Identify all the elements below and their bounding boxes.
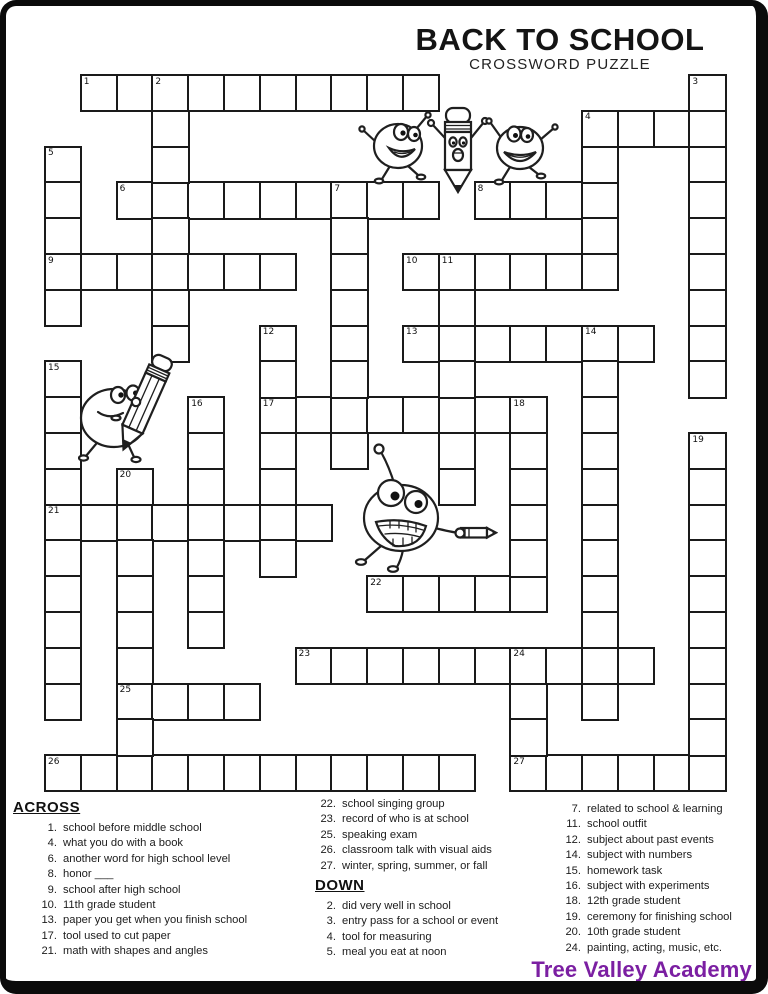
grid-cell [688, 504, 726, 542]
grid-cell [581, 683, 619, 721]
grid-cell [259, 468, 297, 506]
cell-clue-number: 27 [513, 756, 525, 767]
grid-cell [402, 575, 440, 613]
grid-cell [44, 396, 82, 434]
grid-cell [151, 504, 189, 542]
grid-cell [509, 468, 547, 506]
grid-cell [688, 468, 726, 506]
grid-cell [581, 647, 619, 685]
clue-item [14, 883, 247, 898]
grid-cell [187, 611, 225, 649]
grid-cell [223, 754, 261, 792]
clue-item-number: 23. [320, 813, 336, 826]
clue-item [556, 864, 732, 879]
clue-item-number: 4. [326, 930, 336, 943]
grid-cell [545, 754, 583, 792]
jumping-ball-character-right [486, 118, 557, 184]
grid-cell [187, 468, 225, 506]
grid-cell [688, 611, 726, 649]
grid-cell [223, 253, 261, 291]
grid-cell [187, 396, 225, 434]
clue-item-text: school singing group [342, 798, 445, 810]
grid-cell [187, 181, 225, 219]
grid-cell [80, 504, 118, 542]
cell-clue-number: 5 [48, 148, 54, 159]
grid-cell [223, 683, 261, 721]
grid-cell [44, 504, 82, 542]
cell-clue-number: 3 [692, 76, 699, 87]
clue-item-text: another word for high school level [63, 852, 231, 865]
page-subtitle: CROSSWORD PUZZLE [469, 56, 651, 73]
grid-cell [581, 110, 619, 148]
clue-item-number: 14. [565, 849, 581, 862]
grid-cell [259, 360, 297, 398]
page-title: BACK TO SCHOOL [415, 22, 705, 57]
grid-cell [688, 110, 726, 148]
grid-cell [116, 504, 154, 542]
grid-cell [545, 253, 583, 291]
grid-cell [438, 396, 476, 434]
clue-item-number: 24. [565, 941, 581, 954]
clue-item [316, 843, 498, 858]
grid-cell [581, 504, 619, 542]
clue-item-text: winter, spring, summer, or fall [342, 859, 488, 872]
grid-cell [259, 504, 297, 542]
grid-cell [438, 289, 476, 327]
clue-item [316, 828, 498, 843]
clue-item-number: 3. [326, 915, 336, 928]
grid-cell [151, 754, 189, 792]
grid-cell [438, 360, 476, 398]
grid-cell [581, 468, 619, 506]
grid-cell [688, 360, 726, 398]
grid-cell [259, 432, 297, 470]
clue-item [316, 899, 498, 914]
clue-item-text: 11th grade student [63, 899, 156, 912]
clue-item-number: 11. [566, 818, 581, 831]
grid-cell [688, 146, 726, 184]
clue-item-text: tool for measuring [342, 930, 432, 943]
cell-clue-number: 15 [48, 362, 60, 373]
grid-cell [116, 647, 154, 685]
grid-cell [259, 181, 297, 219]
small-pencil [461, 528, 496, 538]
grid-cell [116, 754, 154, 792]
clue-item-number: 21. [41, 945, 57, 958]
grid-cell [688, 575, 726, 613]
grid-cell [474, 647, 512, 685]
grid-cell [617, 325, 655, 363]
cell-clue-number: 9 [48, 255, 54, 266]
clue-item [14, 929, 247, 944]
clue-item-text: record of who is at school [342, 813, 469, 826]
clue-item [556, 941, 732, 956]
grid-cell [688, 74, 726, 112]
clue-item-number: 1. [47, 822, 57, 834]
grid-cell [116, 575, 154, 613]
grid-cell [116, 683, 154, 721]
grid-cell [116, 611, 154, 649]
grid-cell [402, 325, 440, 363]
grid-cell [44, 754, 82, 792]
grid-cell [44, 683, 82, 721]
grid-cell [151, 181, 189, 219]
clue-item-text: school before middle school [63, 822, 202, 834]
grid-cell [330, 253, 368, 291]
grid-cell [151, 217, 189, 255]
clue-column [14, 796, 247, 960]
clue-item-text: 12th grade student [587, 895, 681, 908]
grid-cell [330, 396, 368, 434]
grid-cell [509, 253, 547, 291]
grid-cell [187, 575, 225, 613]
cell-clue-number: 18 [513, 398, 525, 409]
clue-item-number: 22. [320, 798, 336, 810]
clue-column [556, 802, 732, 956]
grid-cell [259, 74, 297, 112]
clue-item-text: meal you eat at noon [342, 946, 447, 959]
grid-cell [688, 289, 726, 327]
clue-item-number: 4. [47, 837, 57, 850]
grid-cell [474, 396, 512, 434]
grid-cell [653, 110, 691, 148]
clue-item-text: what you do with a book [63, 837, 184, 850]
grid-cell [44, 611, 82, 649]
cell-clue-number: 12 [262, 327, 275, 338]
grid-cell [44, 146, 82, 184]
cell-clue-number: 1 [83, 76, 90, 87]
grid-cell [581, 217, 619, 255]
cell-clue-number: 23 [298, 649, 311, 660]
jumping-ball-character-left [359, 112, 430, 183]
grid-cell [402, 647, 440, 685]
grid-cell [116, 539, 154, 577]
grid-cell [688, 683, 726, 721]
grid-cell [259, 396, 297, 434]
grid-cell [80, 253, 118, 291]
grid-cell [688, 325, 726, 363]
clue-item-number: 16. [565, 880, 581, 893]
grid-cell [44, 253, 82, 291]
grid-cell [438, 253, 476, 291]
cell-clue-number: 20 [119, 470, 132, 481]
grid-cell [44, 289, 82, 327]
brand-logo-text: Tree Valley Academy [531, 957, 752, 982]
clue-item-number: 25. [320, 828, 336, 841]
clue-item [556, 802, 732, 817]
clue-item [556, 894, 732, 909]
grid-cell [617, 754, 655, 792]
cell-clue-number: 7 [334, 183, 341, 194]
clue-item [14, 852, 247, 867]
clue-item [556, 925, 732, 940]
grid-cell [116, 468, 154, 506]
pencil-mascot-character [428, 108, 488, 192]
clue-item-text: school outfit [587, 818, 647, 831]
clue-item-number: 18. [565, 895, 581, 908]
grid-cell [44, 181, 82, 219]
grid-cell [617, 110, 655, 148]
grid-cell [581, 360, 619, 398]
clue-item [316, 812, 498, 827]
grid-cell [366, 396, 404, 434]
clue-item [556, 848, 732, 863]
grid-cell [330, 325, 368, 363]
grid-cell [80, 754, 118, 792]
clue-item-number: 8. [47, 868, 57, 881]
clue-item [316, 930, 498, 945]
grid-cell [187, 74, 225, 112]
grid-cell [44, 647, 82, 685]
grid-cell [581, 146, 619, 184]
grid-cell [688, 647, 726, 685]
grid-cell [688, 432, 726, 470]
clue-item-number: 19. [565, 910, 581, 923]
grid-cell [223, 181, 261, 219]
clue-item-text: ceremony for finishing school [587, 910, 732, 923]
clue-item [556, 817, 732, 832]
clue-item [14, 836, 247, 851]
clue-item [556, 910, 732, 925]
grid-cell [187, 539, 225, 577]
cell-clue-number: 21 [48, 506, 60, 517]
grid-cell [688, 217, 726, 255]
clue-item [556, 833, 732, 848]
grid-cell [581, 539, 619, 577]
cell-clue-number: 13 [406, 327, 418, 338]
clue-item-number: 7. [571, 803, 581, 815]
clue-item-number: 20. [565, 926, 581, 939]
grid-cell [581, 432, 619, 470]
grid-cell [474, 253, 512, 291]
grid-cell [688, 253, 726, 291]
cell-clue-number: 6 [119, 183, 126, 194]
grid-cell [581, 396, 619, 434]
clue-item-text: homework task [587, 864, 663, 877]
grid-cell [509, 432, 547, 470]
grid-cell [402, 754, 440, 792]
clue-item-text: tool used to cut paper [63, 929, 171, 942]
clue-item-text: math with shapes and angles [63, 945, 208, 958]
grid-cell [366, 647, 404, 685]
grid-cell [581, 754, 619, 792]
clue-item-text: honor ___ [63, 868, 114, 881]
grid-cell [187, 504, 225, 542]
clue-item-text: related to school & learning [587, 803, 723, 815]
grid-cell [151, 289, 189, 327]
cell-clue-number: 19 [692, 434, 704, 445]
grid-cell [44, 432, 82, 470]
ball-character-holding-big-pencil [78, 350, 188, 470]
clue-column [316, 797, 498, 961]
grid-cell [295, 181, 333, 219]
grid-cell [330, 289, 368, 327]
clue-item-text: school after high school [63, 883, 181, 896]
clue-item-text: painting, acting, music, etc. [587, 941, 722, 954]
grid-cell [617, 647, 655, 685]
clue-item-number: 26. [320, 844, 336, 857]
cell-clue-number: 2 [155, 76, 162, 87]
grid-cell [151, 146, 189, 184]
cell-clue-number: 26 [48, 756, 60, 767]
clue-item [14, 898, 247, 913]
grid-cell [187, 754, 225, 792]
clue-item [14, 944, 247, 959]
grid-cell [509, 683, 547, 721]
grid-cell [438, 754, 476, 792]
clue-item-number: 12. [565, 833, 581, 846]
grid-cell [44, 360, 82, 398]
grid-cell [581, 611, 619, 649]
grid-cell [438, 647, 476, 685]
clue-item-number: 15. [565, 864, 581, 877]
clue-item-text: speaking exam [342, 828, 418, 841]
grid-cell [151, 253, 189, 291]
grid-cell [366, 575, 404, 613]
cell-clue-number: 25 [119, 685, 132, 696]
clue-item-number: 2. [326, 900, 336, 913]
grid-cell [151, 110, 189, 148]
grid-cell [295, 74, 333, 112]
grid-cell [509, 647, 547, 685]
grid-cell [545, 325, 583, 363]
grid-cell [402, 253, 440, 291]
grid-cell [366, 754, 404, 792]
clue-item [14, 867, 247, 882]
grid-cell [151, 74, 189, 112]
grid-cell [44, 539, 82, 577]
clue-item-text: subject with numbers [587, 849, 693, 862]
grid-cell [509, 396, 547, 434]
grid-cell [438, 575, 476, 613]
grid-cell [295, 754, 333, 792]
clue-item [14, 821, 247, 836]
cell-clue-number: 8 [477, 183, 484, 194]
grid-cell [295, 647, 333, 685]
grid-cell [330, 217, 368, 255]
grid-cell [545, 647, 583, 685]
grid-cell [116, 718, 154, 756]
cell-clue-number: 24 [513, 649, 525, 660]
grid-cell [474, 325, 512, 363]
grid-cell [688, 718, 726, 756]
clue-item-text: did very well in school [342, 900, 451, 913]
grid-cell [509, 504, 547, 542]
grid-cell [44, 468, 82, 506]
grid-cell [44, 217, 82, 255]
grid-cell [187, 432, 225, 470]
clue-item-number: 9. [47, 883, 57, 896]
grid-cell [509, 575, 547, 613]
cell-clue-number: 11 [441, 255, 454, 266]
grid-cell [330, 360, 368, 398]
grid-cell [187, 683, 225, 721]
grid-cell [223, 504, 261, 542]
clue-item-number: 27. [320, 859, 336, 872]
clue-item [556, 879, 732, 894]
clue-item-text: entry pass for a school or event [342, 915, 499, 928]
grid-cell [295, 396, 333, 434]
clue-item-number: 6. [47, 852, 57, 865]
clue-item [316, 914, 498, 929]
cell-clue-number: 10 [406, 255, 418, 266]
grid-cell [509, 539, 547, 577]
clue-item-number: 13. [41, 914, 57, 927]
grid-cell [44, 575, 82, 613]
grid-cell [295, 504, 333, 542]
cell-clue-number: 16 [191, 398, 203, 409]
grid-cell [688, 181, 726, 219]
grid-cell [581, 325, 619, 363]
clue-item-number: 17. [41, 929, 57, 942]
cell-clue-number: 14 [585, 327, 597, 338]
clue-item-text: paper you get when you finish school [63, 914, 248, 927]
grid-cell [688, 754, 726, 792]
grid-cell [187, 253, 225, 291]
grid-cell [330, 647, 368, 685]
grid-cell [259, 754, 297, 792]
clue-item-number: 5. [326, 946, 336, 959]
clue-item-number: 10. [41, 899, 57, 912]
clue-item-text: 10th grade student [587, 926, 681, 939]
grid-cell [402, 396, 440, 434]
clue-list-header-down: DOWN [315, 877, 365, 895]
clue-list-header-across: ACROSS [13, 799, 81, 816]
grid-cell [116, 74, 154, 112]
cell-clue-number: 22 [370, 577, 382, 588]
clue-item-text: subject with experiments [587, 880, 710, 893]
grid-cell [581, 575, 619, 613]
grid-cell [509, 718, 547, 756]
grid-cell [653, 754, 691, 792]
top-characters-illustration [354, 102, 564, 197]
grid-cell [581, 181, 619, 219]
grid-cell [116, 253, 154, 291]
grid-cell [688, 539, 726, 577]
grid-cell [330, 754, 368, 792]
clue-item [316, 797, 498, 812]
grid-cell [151, 683, 189, 721]
clue-item [14, 913, 247, 928]
clue-item [316, 859, 498, 874]
grid-cell [474, 575, 512, 613]
cell-clue-number: 4 [585, 112, 591, 123]
clue-item [316, 945, 498, 960]
grid-cell [438, 325, 476, 363]
clue-item-text: classroom talk with visual aids [342, 844, 492, 857]
grid-cell [581, 253, 619, 291]
grid-cell [509, 754, 547, 792]
running-ball-character-with-pencil [343, 436, 498, 576]
grid-cell [259, 253, 297, 291]
grid-cell [223, 74, 261, 112]
grid-cell [259, 325, 297, 363]
grid-cell [80, 74, 118, 112]
clue-item-text: subject about past events [587, 833, 714, 846]
cell-clue-number: 17 [262, 398, 275, 409]
grid-cell [259, 539, 297, 577]
grid-cell [509, 325, 547, 363]
grid-cell [116, 181, 154, 219]
